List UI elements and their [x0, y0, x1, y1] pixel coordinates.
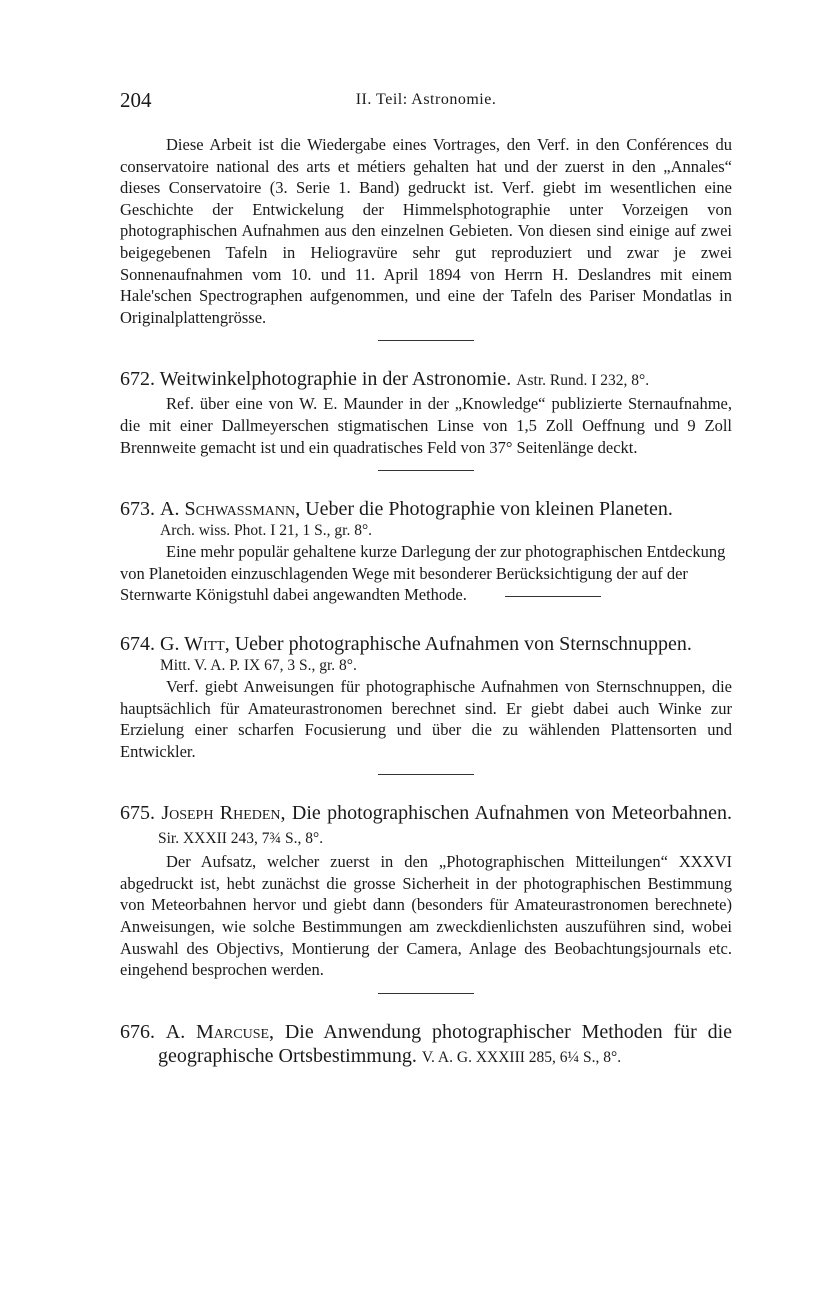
entry-body: Eine mehr populär gehaltene kurze Darlegung der zur photographischen Entdeckung von Planetoiden einzuschlagenden Wege mit besonderer Berücksichtigung der auf der Sternwarte Königstuhl dabei angewandten Methode. — [120, 542, 726, 605]
section-divider — [505, 596, 601, 597]
entry-heading — [120, 497, 732, 521]
entry-citation: V. A. G. XXXIII 285, 6¼ S., 8°. — [421, 1048, 622, 1066]
entry-title: Die photographischen Aufnahmen von Meteorbahnen. — [291, 802, 733, 825]
entry-673 — [120, 497, 732, 606]
entry-number: 673. — [120, 498, 155, 521]
entry-number: 672. — [120, 368, 155, 391]
entry-675 — [120, 801, 732, 981]
entry-heading — [120, 632, 732, 656]
page-content — [120, 134, 732, 1070]
entry-citation: Sir. XXXII 243, 7¾ S., 8°. — [158, 830, 324, 848]
entry-author: Joseph Rheden, — [161, 802, 286, 825]
entry-heading — [120, 1020, 732, 1070]
entry-number: 674. — [120, 632, 155, 655]
entry-citation: Astr. Rund. I 232, 8°. — [516, 372, 650, 390]
entry-author: G. Witt, — [160, 632, 230, 655]
entry-676 — [120, 1020, 732, 1070]
entry-heading — [120, 801, 732, 851]
entry-body: Ref. über eine von W. E. Maunder in der „Knowledge“ publizierte Sternaufnahme, die mit einer Dallmeyerschen stigmatischen Linse von 1,5 Zoll Oeffnung und 9 Zoll Brennweite gemacht ist und ein quadratisches Feld von 37° Seitenlänge deckt. — [120, 394, 732, 457]
entry-number: 675. — [120, 802, 155, 825]
page-header — [120, 88, 732, 116]
entry-citation: Arch. wiss. Phot. I 21, 1 S., gr. 8°. — [160, 522, 373, 540]
entry-author: A. Schwassmann, — [160, 498, 301, 521]
entry-672 — [120, 367, 732, 458]
entry-title: Ueber photographische Aufnahmen von Sternschnuppen. — [234, 632, 692, 655]
entry-title: Weitwinkelphotographie in der Astronomie. — [159, 368, 512, 391]
page-number: 204 — [120, 88, 152, 112]
intro-paragraph: Diese Arbeit ist die Wiedergabe eines Vortrages, den Verf. in den Conférences du conservatoire national des arts et métiers gehalten hat und der zuerst in den „Annales“ dieses Conservatoire (3. Serie 1. Band) gedruckt ist. Verf. giebt im wesentlichen eine Geschichte der Entwickelung der Himmelsphotographie unter Vorzeigen von photographischen Aufnahmen aus den einzelnen Gebieten. Von diesen sind einige auf zwei beigegebenen Tafeln in Heliogravüre sehr gut reproduziert und zwar je zwei Sonnenaufnahmen vom 10. und 11. April 1894 von Herrn H. Deslandres mit einem Hale'schen Spectrographen aufgenommen, und eine der Tafeln des Pariser Mondatlas in Originalplattengrösse. — [120, 135, 732, 327]
running-title: II. Teil: Astronomie. — [355, 91, 497, 108]
entry-title: Ueber die Photographie von kleinen Planeten. — [305, 498, 673, 521]
entry-author: A. Marcuse, — [165, 1020, 275, 1043]
entry-heading — [120, 367, 732, 393]
entry-citation: Mitt. V. A. P. IX 67, 3 S., gr. 8°. — [160, 656, 357, 674]
entry-body: Verf. giebt Anweisungen für photographische Aufnahmen von Sternschnuppen, die hauptsächlich für Amateurastronomen berechnet sind. Er giebt dabei auch Winke zur Erzielung einer scharfen Focusierung und über die zu wählenden Plattensorten und Entwickler. — [120, 676, 732, 761]
entry-number: 676. — [120, 1020, 155, 1043]
entry-body: Der Aufsatz, welcher zuerst in den „Photographischen Mitteilungen“ XXXVI abgedruckt ist, hebt zunächst die grosse Sicherheit in der photographischen Bestimmung von Meteorbahnen hervor und giebt dann (besonders für Amateurastronomen berechnete) Anweisungen, wie solche Bestimmungen am zweckdienlichsten auszuführen sind, wobei Auswahl des Objectivs, Montierung der Camera, Anlage des Beobachtungsjournals etc. eingehend besprochen werden. — [120, 852, 732, 980]
entry-674 — [120, 632, 732, 762]
entry-title: Die Anwendung photographischer Methoden für die geographische Ortsbestimmung. — [158, 1020, 733, 1067]
